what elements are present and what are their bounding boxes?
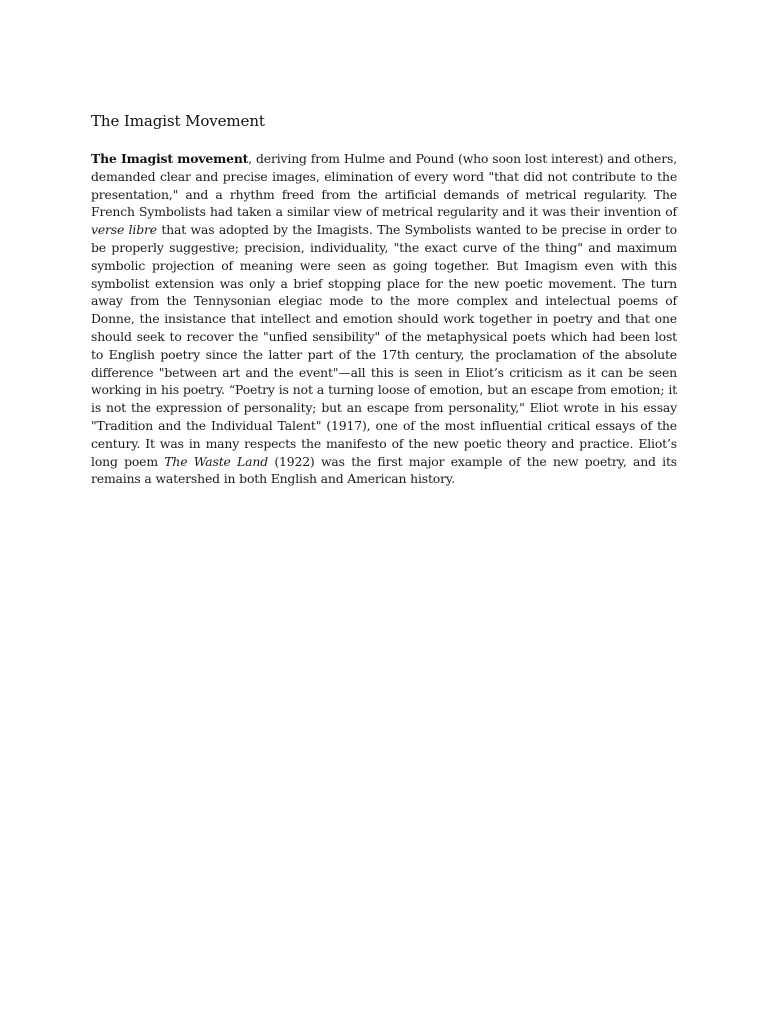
italic-title-waste-land: The Waste Land [164,453,268,469]
paragraph-text-2: that was adopted by the Imagists. The Symbolists wanted to be precise in order to be properly suggestive; precision, individuality, "the exact curve of the thing" and maximum symbolic projection of meaning were seen as going together. But Imagism even with this symbolist extension was only a brief stopping place for the new poetic movement. The turn away from the Tennysonian elegiac mode to the more complex and intelectual poems of Donne, the insistance that intellect and emotion should work together in poetry and that one should seek to recover the "unfied sensibility" of the metaphysical poets which had been lost to English poetry since the latter part of the 17th century, the proclamation of the absolute difference "between art and the event"—all this is seen in Eliot’s criticism as it can be seen working in his poetry. “Poetry is not a turning loose of emotion, but an escape from emotion; it is not the expression of personality; but an escape from personality," Eliot wrote in his essay "Tradition and the Individual Talent" (1917), one of the most influential critical essays of the century. It was in many respects the manifesto of the new poetic theory and practice. Eliot’s long poem [91,222,677,469]
paragraph-text-3: (1922) was the first major example of the new poetry, and its remains a watershed in both English and American history. [91,453,677,487]
bold-lead-term: The Imagist movement [91,151,249,166]
body-paragraph [91,150,677,488]
document-heading: The Imagist Movement [91,112,265,130]
italic-term-verse-libre: verse libre [91,222,157,238]
paragraph-text-1: , deriving from Hulme and Pound (who soon lost interest) and others, demanded clear and precise images, elimination of every word "that did not contribute to the presentation," and a rhythm freed from the artificial demands of metrical regularity. The French Symbolists had taken a similar view of metrical regularity and it was their invention of [91,151,677,220]
